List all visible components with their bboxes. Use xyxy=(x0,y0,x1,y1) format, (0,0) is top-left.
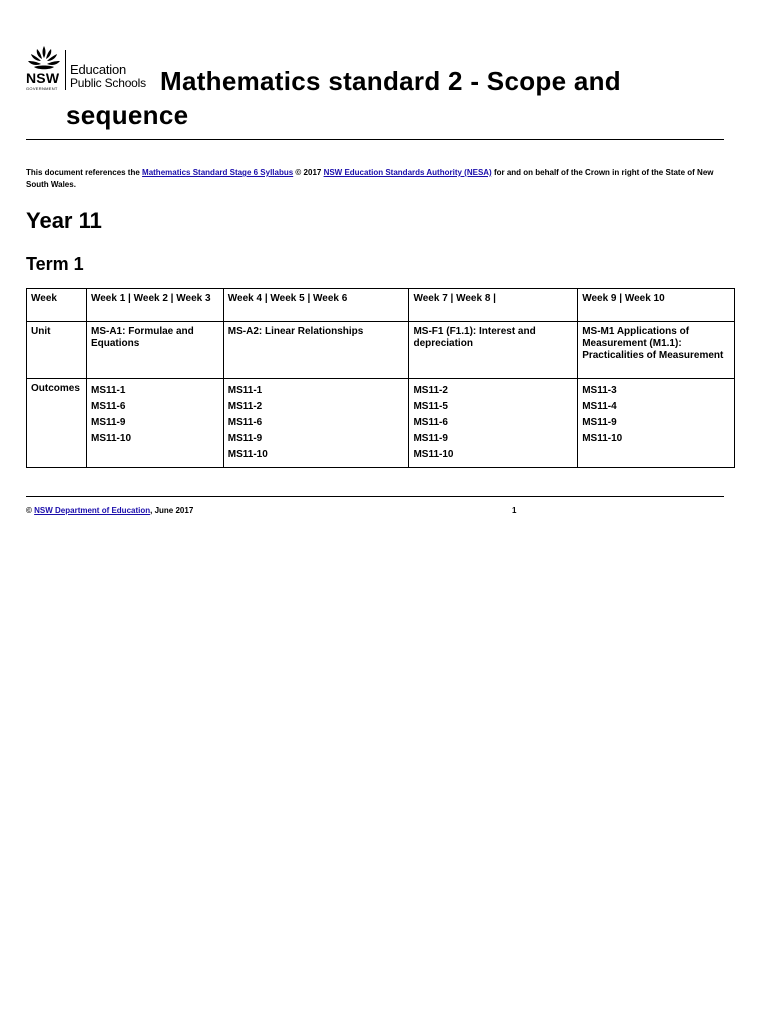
page-number: 1 xyxy=(512,506,517,515)
outcome-item: MS11-3 xyxy=(582,385,617,396)
row-label-week: Week xyxy=(27,289,87,322)
term-heading: Term 1 xyxy=(26,254,84,274)
outcome-item: MS11-9 xyxy=(227,433,263,444)
outcome-item: MS11-5 xyxy=(413,401,448,412)
footer-rule xyxy=(26,496,724,497)
unit-cell: MS-M1 Applications of Measurement (M1.1): Practicalities of Measurement xyxy=(578,322,735,379)
outcome-item: MS11-2 xyxy=(413,385,448,396)
outcome-item: MS11-2 xyxy=(227,401,263,412)
outcome-item: MS11-1 xyxy=(90,385,126,396)
outcome-item: MS11-10 xyxy=(413,449,454,460)
outcome-item: MS11-10 xyxy=(582,433,623,444)
outcome-item: MS11-10 xyxy=(227,449,268,460)
waratah-flower-icon xyxy=(26,44,62,72)
week-cell: Week 9 | Week 10 xyxy=(578,289,735,322)
outcome-item: MS11-4 xyxy=(582,401,617,412)
outcomes-cell xyxy=(86,379,223,468)
logo-line-public-schools: Public Schools xyxy=(70,76,146,90)
scope-sequence-table xyxy=(26,288,735,468)
unit-cell: MS-A2: Linear Relationships xyxy=(223,322,409,379)
government-wordmark: GOVERNMENT xyxy=(26,86,58,91)
outcome-item: MS11-6 xyxy=(227,417,263,428)
header-rule xyxy=(26,139,724,140)
unit-cell: MS-A1: Formulae and Equations xyxy=(86,322,223,379)
department-link[interactable]: NSW Department of Education xyxy=(34,506,151,515)
footer-date: , June 2017 xyxy=(150,506,194,515)
intro-suffix: for and on behalf of the Crown in right of the State of New South Wales. xyxy=(26,168,714,189)
table-row-unit xyxy=(27,322,735,379)
page-footer xyxy=(26,506,726,515)
row-label-unit: Unit xyxy=(27,322,87,379)
week-cell: Week 7 | Week 8 | xyxy=(409,289,578,322)
outcomes-cell xyxy=(223,379,409,468)
intro-prefix: This document references the xyxy=(26,168,143,177)
footer-copyright: © xyxy=(26,506,35,515)
week-cell: Week 4 | Week 5 | Week 6 xyxy=(223,289,409,322)
outcome-item: MS11-10 xyxy=(90,433,132,444)
outcome-item: MS11-6 xyxy=(90,401,126,412)
unit-cell: MS-F1 (F1.1): Interest and depreciation xyxy=(409,322,578,379)
year-heading: Year 11 xyxy=(26,208,102,233)
outcomes-cell xyxy=(578,379,735,468)
outcome-item: MS11-1 xyxy=(227,385,263,396)
intro-middle: © 2017 xyxy=(293,168,324,177)
outcomes-cell xyxy=(409,379,578,468)
nsw-wordmark: NSW xyxy=(26,70,60,86)
nesa-link[interactable]: NSW Education Standards Authority (NESA) xyxy=(323,168,492,177)
document-title: Mathematics standard 2 - Scope and sequence xyxy=(66,66,621,130)
row-label-outcomes: Outcomes xyxy=(27,379,87,468)
outcome-item: MS11-9 xyxy=(413,433,448,444)
outcome-item: MS11-9 xyxy=(90,417,126,428)
syllabus-link[interactable]: Mathematics Standard Stage 6 Syllabus xyxy=(142,168,294,177)
table-row-outcomes xyxy=(27,379,735,468)
logo-line-education: Education xyxy=(70,62,127,77)
table-row-week xyxy=(27,289,735,322)
syllabus-reference-text xyxy=(26,167,716,191)
outcome-item: MS11-6 xyxy=(413,417,448,428)
outcome-item: MS11-9 xyxy=(582,417,617,428)
week-cell: Week 1 | Week 2 | Week 3 xyxy=(86,289,223,322)
